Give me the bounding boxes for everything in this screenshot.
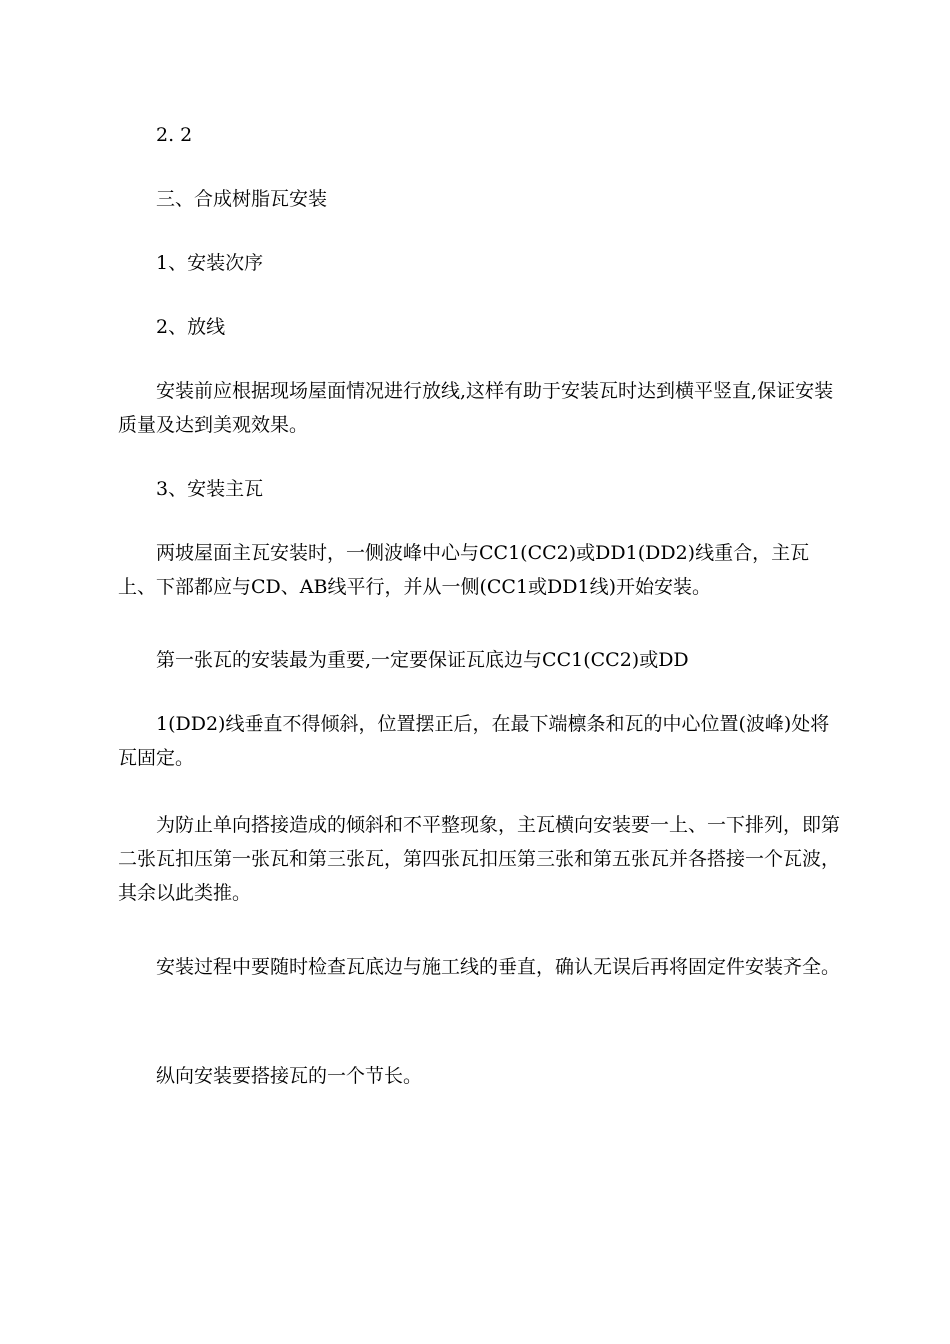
paragraph-inspection: 安装过程中要随时检查瓦底边与施工线的垂直，确认无误后再将固定件安装齐全。: [156, 956, 841, 978]
paragraph-first-tile: 第一张瓦的安装最为重要,一定要保证瓦底边与CC1(CC2)或DD: [156, 649, 689, 671]
subheading-layout-lines: 2、放线: [156, 316, 226, 338]
paragraph-layout-lines: 安装前应根据现场屋面情况进行放线,这样有助于安装瓦时达到横平竖直,保证安装质量及达到美观效果。: [118, 380, 834, 436]
subheading-main-tile: 3、安装主瓦: [156, 478, 264, 500]
paragraph-longitudinal: 纵向安装要搭接瓦的一个节长。: [156, 1065, 423, 1087]
paragraph-main-tile: 两坡屋面主瓦安装时，一侧波峰中心与CC1(CC2)或DD1(DD2)线重合，主瓦上、下部都应与CD、AB线平行，并从一侧(CC1或DD1线)开始安装。: [118, 542, 810, 598]
section-number: 2. 2: [156, 124, 193, 146]
paragraph-first-tile-continued: 1(DD2)线垂直不得倾斜，位置摆正后，在最下端檩条和瓦的中心位置(波峰)处将瓦固定。: [118, 713, 830, 769]
paragraph-overlap-order: 为防止单向搭接造成的倾斜和不平整现象，主瓦横向安装要一上、一下排列，即第二张瓦扣压第一张瓦和第三张瓦，第四张瓦扣压第三张和第五张瓦并各搭接一个瓦波，其余以此类推。: [118, 814, 841, 904]
section-heading: 三、合成树脂瓦安装: [156, 188, 328, 210]
subheading-install-order: 1、安装次序: [156, 252, 264, 274]
